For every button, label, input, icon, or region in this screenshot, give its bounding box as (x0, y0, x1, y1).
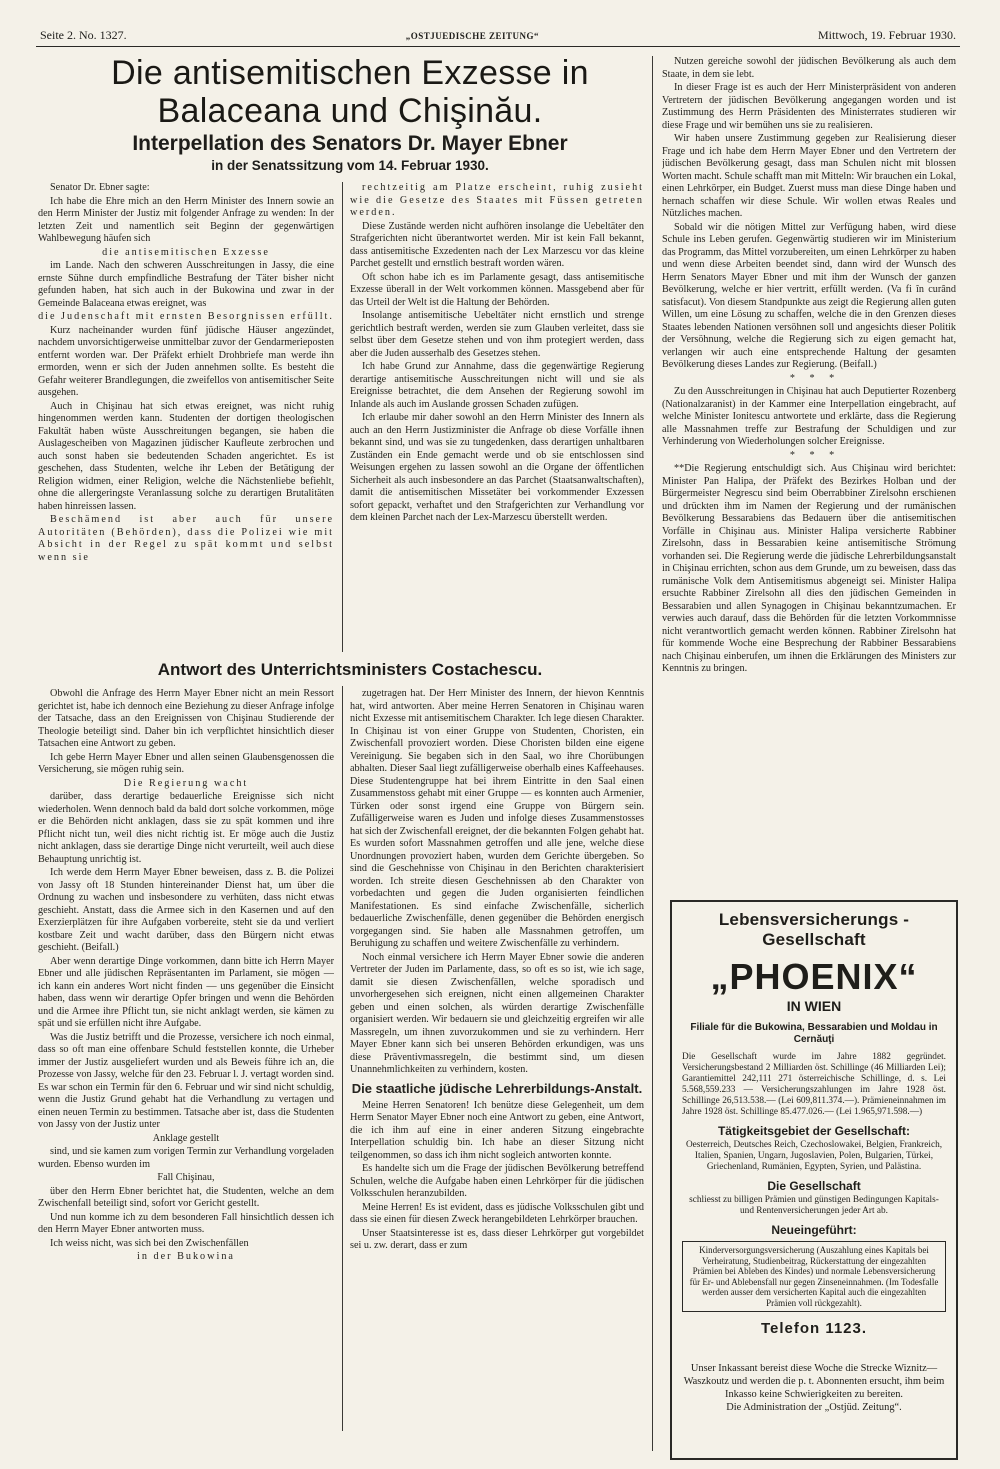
administration-notice (676, 1362, 952, 1414)
ad-section-heading: Tätigkeitsgebiet der Gesellschaft: (717, 1124, 911, 1138)
paragraph-emphasis: Die Regierung wacht (123, 777, 249, 789)
paragraph: Insolange antisemitische Uebeltäter nicht ernstlich und strenge gerichtlich bestraft werden, werden sie zum Glauben verleitet, dass sie selbst über dem Gesetze stehen und von ihm protegiert werden, dass aber die Juden ausserhalb des Gesetzes stehen. (350, 310, 644, 359)
paragraph: Beschämend ist aber auch für unsere Autoritäten (Behörden), dass die Polizei wie mit Absicht in der Regel zu spät kommt und selbst wenn sie (38, 514, 334, 563)
paragraph: Es handelte sich um die Frage der jüdischen Bevölkerung betreffend Schulen, welche die Aufgabe haben einen Lehrkörper für die jüdischen Volksschulen heranzubilden. (350, 1163, 644, 1199)
separator-stars: * * * (789, 449, 841, 461)
paragraph: In dieser Frage ist es auch der Herr Ministerpräsident von anderen Vertretern der jüdischen Bevölkerung angegangen worden und ist Zustimmung des Herrn Präsidenten des Ministerrates studieren wir diese Frage und wir bemühen uns sie zu realisieren. (662, 82, 956, 131)
paragraph: Auch in Chişinau hat sich etwas ereignet, was nicht ruhig hingenommen werden kann. Studenten der dortigen theologischen Fakultät haben wüste Ausschreitungen begangen, sie haben die Auslagescheiben von Magazinen jüdischer Kaufleute zerbrochen und auch sonst haben sie bedeutenden Schaden angerichtet. Es ist geschehen, dass Studenten, welche ihr Leben der Betätigung der Religion widmen, einer Religion, welche die Nächstenliebe befiehlt, ohne die allergeringste Veranlassung solche zu derartigen Brutalitäten haben hinreissen lassen. (38, 400, 334, 512)
notice-text: Unser Inkassant bereist diese Woche die Strecke Wiznitz—Waszkoutz und werden die p. t. Abonnenten ersucht, ihm beim Inkasso keine Schwierigkeiten zu bereiten. (683, 1363, 945, 1400)
newspaper-name: „OSTJUEDISCHE ZEITUNG“ (405, 31, 539, 41)
paragraph-emphasis: Anklage gestellt (152, 1132, 220, 1144)
column-rule-lower (342, 686, 343, 1431)
right-column (662, 56, 956, 886)
paragraph: Ich habe die Ehre mich an den Herrn Minister des Innern sowie an den Herrn Minister der Justiz mit folgender Anfrage zu wenden: In der letzten Zeit und namentlich seit Beginn der gegenwärtigen Wahlbewegung häufen sich (38, 195, 334, 244)
section-heading: Die staatliche jüdische Lehrerbildungs-Anstalt. (351, 1080, 643, 1096)
paragraph: sind, und sie kamen zum vorigen Termin zur Verhandlung vorgeladen wurden. Ebenso wurden im (38, 1146, 334, 1170)
paragraph: Senator Dr. Ebner sagte: (50, 182, 150, 193)
ad-section-heading: Neueingeführt: (771, 1223, 857, 1237)
paragraph: Ich erlaube mir daher sowohl an den Herrn Minister des Innern als auch an den Herrn Justizminister die Anfrage ob diese Vorfälle ihnen bekannt sind, und was sie zu tungedenken, dass derartigen unhaltbaren Zuständen ein Ende gemacht werde und ob sie entschlossen sind Weisungen ergehen zu lassen sowohl an die Organe der öffentlichen Sicherheit als auch insbesondere an das Parchet (Staatsanwaltschaften), damit die antisemitischen Missetäter bei vorkommender Exzessen sofort gepackt, verhaftet und den Strafgerichten zur Verhandlung vor dem kleinen Parchet nach der Lex-Marzescu überstellt werden. (350, 412, 644, 523)
paragraph: rechtzeitig am Platze erscheint, ruhig zusieht wie die Gesetze des Staates mit Füssen getreten werden. (350, 182, 644, 218)
page-header (40, 28, 956, 44)
paragraph: Aber wenn derartige Dinge vorkommen, dann bitte ich Herrn Mayer Ebner und alle jüdischen Repräsentanten im Parlament, sie mögen — ich kann ein anderes Wort nicht finden — uns gegenüber die Einsicht haben, dass wenn wir derartige Opfer bringen und wenn die Behörden und die Armee ihre Pflicht tun, sie nicht anklagt werden, sie kämen zu spät und sie erfüllen nicht ihre Aufgabe. (38, 955, 334, 1029)
paragraph: Ich gebe Herrn Mayer Ebner und allen seinen Glaubensgenossen die Versicherung, sie mögen ruhig sein. (38, 751, 334, 775)
interpellation-column-1 (38, 182, 334, 652)
ad-brand-name: „PHOENIX“ (710, 956, 918, 997)
paragraph: Zu den Ausschreitungen in Chişinau hat auch Deputierter Rozenberg (Nationalzaranist) in der Kammer eine Interpellation eingebracht, auf welche Minister Ionitescu antwortete und erklärte, dass die Regierung alle Massnahmen treffe zur Bestrafung der Schuldigen und zur Verhinderung von Wiederholungen solcher Ereignisse. (662, 386, 956, 447)
notice-signature: Die Administration der „Ostjüd. Zeitung“. (726, 1402, 902, 1413)
paragraph-emphasis: in der Bukowina (137, 1251, 235, 1262)
ad-telephone: Telefon 1123. (760, 1320, 868, 1337)
ad-city: IN WIEN (786, 998, 842, 1014)
answer-heading: Antwort des Unterrichtsministers Costachescu. (157, 660, 543, 679)
paragraph: Nutzen gereiche sowohl der jüdischen Bevölkerung als auch dem Staate, in dem sie lebt. (662, 56, 956, 80)
paragraph: Sobald wir die nötigen Mittel zur Verfügung haben, wird diese Schule ins Leben gerufen. Gegenwärtig studieren wir im Ministerium das Programm, das Mittel vorzubereiten, um einen Lehrkörper zu haben und wenn diese Arbeiten beendet sind, dann wird der Wunsch des Herrn Senators Mayer Ebner und mit ihm der Wunsch der ganzen Bevölkerung, welche er hier vertritt, erfüllt werden. (Va fi în curând satisfacut). Von diesem Standpunkte aus zeigt die Regierung allen guten Willen, um eine Lösung zu schaffen, welche die in den Grenzen dieses Staates lebenden Nationen versöhnen soll und angesichts dieser Politik der Versöhnung, welche die Regierung sich zu eigen gemacht hat, verlangen wir auch eine entsprechende Haltung der gesamten Bevölkerung dieses Landes zur Regierung. (Beifall.) (662, 221, 956, 370)
ad-top-line: Lebensversicherungs - Gesellschaft (718, 910, 910, 949)
paragraph: Ich weiss nicht, was sich bei den Zwischenfällen (50, 1237, 249, 1249)
ad-body-text: Die Gesellschaft wurde im Jahre 1882 gegründet. Versicherungsbestand 2 Milliarden öst. Schillinge (46 Milliarden Lei); Garantiemittel 242,111 271 österreichische Schillinge, d. s. Lei 5.568,559.233 — Versicherungszahlungen im Jahre 1928 öst. Schillinge 26,513.538.— (Lei 609,811.374.—). Prämieneinnahmen im Jahre 1928 öst. Schillinge 85.477.026.— (Lei 1.965,971.598.—) (682, 1052, 946, 1117)
paragraph: zugetragen hat. Der Herr Minister des Innern, der hievon Kenntnis hat, wird antworten. Aber meine Herren Senatoren in Chişinau waren nicht Exzesse mit antisemitischem Charakter. Ich lege diesen Charakter. In Chişinau ist von einer Gruppe von Studenten, Choristen, ein Zwischenfall provoziert worden. Diese Choristen bilden eine eigene Vereinigung. Sie begaben sich in den Saal, wo ihre Chorübungen abhalten. Dieser Saal liegt zufälligerweise oberhalb eines Kaffeehauses. Diese Studentengruppe hat bei ihrem Eintritte in den Saal einen Zusammenstoss gehabt mit einer Gruppe — es konnten auch Armenier, Türken oder sonst irgend eine Gruppe von Bürgern sein. Zufälligerweise waren es Juden und infolge dieses Zusammenstosses hat sich der Zwischenfall ereignet, der die bekannten Folgen gehabt hat. Es wurden sofort Massnahmen getroffen und alle jene, welche diese Unordnungen provoziert haben, wurden dem Gerichte übergeben. So sind die Geschehnisse von Chişinau in den Berichten charakterisiert worden. Ich streite diesen Geschehnissen ab den Charakter von vorbedachten und gegen die Juden organisierten feindlichen Manifestationen. Es sind einfache Zwischenfälle, sicherlich bedauerliche Zwischenfälle, denen gegenüber die Behörden energisch vorgegangen sind. Sie haben alle Massnahmen getroffen, um Beruhigung zu schaffen und weitere Zwischenfälle zu verhindern. (350, 688, 644, 949)
article-subtitle: Interpellation des Senators Dr. Mayer Ebner (132, 132, 568, 155)
paragraph: Ich werde dem Herrn Mayer Ebner beweisen, dass z. B. die Polizei von Jassy oft 18 Stunden hintereinander Dienst hat, um über die Ordnung zu wachen und insbesondere zu verhüten, dass nicht etwas geschieht. Anstatt, dass die Armee sich in den Kasernen und auf den Exerzierplätzen für ihre Aufgaben vorbereite, steht sie da und verliert kostbare Zeit und wacht darüber, dass den Bürgern nicht etwas geschieht. (Beifall.) (38, 867, 334, 953)
paragraph: im Lande. Nach den schweren Ausschreitungen in Jassy, die eine ernste Sühne durch empfindliche Bestrafung der Täter bisher nicht gefunden haben, hat sich auch in der Bukowina und zwar in der Gemeinde Balaceana etwas ereignet, was (38, 260, 334, 309)
paragraph: Ich habe Grund zur Annahme, dass die gegenwärtige Regierung derartige antisemitische Ausschreitungen nicht will und sie als Ereignisse betrachtet, die dem Ansehen der Regierung sowohl im Inlande als auch im Auslande grossen Schaden zufügen. (350, 361, 644, 410)
interpellation-column-2 (350, 182, 644, 652)
article-subtitle-date: in der Senatssitzung vom 14. Februar 1930. (211, 158, 489, 173)
paragraph: Obwohl die Anfrage des Herrn Mayer Ebner nicht an mein Ressort gerichtet ist, habe ich dennoch eine Beziehung zu dieser Anfrage infolge der Tatsache, dass an den Ereignissen von Chişinau Studierende der Theologie beteiligt sind. Daher bin ich verpflichtet hinsichtlich dieser Tatsachen eine Antwort zu geben. (38, 688, 334, 749)
article-title: Die antisemitischen Exzesse in Balaceana und Chişinău. (111, 54, 589, 130)
ad-section-heading: Die Gesellschaft (767, 1179, 861, 1193)
answer-column-1 (38, 688, 334, 1433)
paragraph: Meine Herren Senatoren! Ich benütze diese Gelegenheit, um dem Herrn Senator Mayer Ebner noch eine Antwort zu geben, eine Antwort, die ich ihm auf eine in einer anderen Sitzung eingebrachte Interpellation schuldig bin. Ich habe an dieser Sitzung nicht teilgenommen, so dass ich ihm nicht sogleich antworten konnte. (350, 1099, 644, 1161)
paragraph: Kurz nacheinander wurden fünf jüdische Häuser angezündet, nachdem unvorsichtigerweise unmittelbar zuvor der Gendarmerieposten entfernt worden war. Der Präfekt erhielt Drohbriefe man werde ihn ermorden, wenn er sich der Juden annehmen sollte. Es besteht die Gefahr weiterer Brandlegungen, die zweifellos von antisemitischer Seite ausgehen. (38, 324, 334, 398)
paragraph: Unser Staatsinteresse ist es, dass dieser Lehrkörper gut vorgebildet sei u. zw. derart, dass er zum (350, 1227, 644, 1251)
paragraph: darüber, dass derartige bedauerliche Ereignisse sich nicht wiederholen. Wenn dennoch bald da bald dort solche vorkommen, möge er die Behörden nicht anklagen, dass sie zu spät kommen und ihre Pflicht nicht tun, weil dies nicht richtig ist. Er möge auch die Justiz nicht anklagen, dass sie derartige Dinge nicht verurteilt, weil auch diese Behauptung unrichtig ist. (38, 791, 334, 865)
separator-stars: * * * (789, 372, 841, 384)
paragraph-emphasis: die antisemitischen Exzesse (102, 246, 270, 258)
answer-column-2 (350, 688, 644, 1433)
ad-new-product-box: Kinderversorgungsversicherung (Auszahlung eines Kapitals bei Verheiratung, Studienbeitrag, Rückerstattung der eingezahlten Prämien bei Ableben des Kindes) und normale Lebensversicherung für Er- und Ablebensfall nur gegen Zinseneinnahmen. (Im Todesfalle werden ausser dem versicherten Kapital auch die eingezahlten Prämien voll rückgezahlt). (682, 1241, 946, 1312)
paragraph: Diese Zustände werden nicht aufhören insolange die Uebeltäter den Strafgerichten nicht überantwortet werden. Mir ist kein Fall bekannt, dass antisemitische Exzedenten nach der Lex Marzescu vor das kleine Parchet gestellt und ernstlich bestraft worden wären. (350, 220, 644, 269)
ad-offer-text: schliesst zu billigen Prämien und günstigen Bedingungen Kapitals- und Rentenversicherungen jeder Art ab. (689, 1195, 939, 1216)
column-rule-upper (342, 182, 343, 652)
paragraph: **Die Regierung entschuldigt sich. Aus Chişinau wird berichtet: Minister Pan Halipa, der Präfekt des Bezirkes Holban und der Bürgermeister Negrescu sind beim Oberrabbiner Zirelsohn erschienen und drückten ihm im Namen der Regierung und der rumänischen Bevölkerung Bessarabiens das Bedauern über die antisemitischen Vorfälle in Chişinau aus. Minister Halipa versicherte Rabbiner Zirelsohn, dass in Bessarabien keine antisemitische Strömung vorhanden sei. Die Regierung werde die jüdische Lehrerbildungsanstalt in Chişinau errichten, schon aus dem Grunde, um zu beweisen, dass das rumänische Volk dem Antisemitismus abgeneigt sei. Minister Halipa ersuchte Rabbiner Zirelsohn all dies den jüdischen Gemeinden in Bessarabien und allen Synagogen in Chişinau bekanntzumachen. Er verwies auch darauf, dass die Behörden für die letzten Vorkommnisse nicht verantwortlich gemacht werden können. Rabbiner Zirelsohn hat für kommende Woche eine Besprechung der Rabbiner Bessarabiens nach Chişinau einberufen, um ihnen die Erklärungen des Ministers zur Kenntnis zu bringen. (662, 463, 956, 674)
paragraph: Oft schon habe ich es im Parlamente gesagt, dass antisemitische Exzesse überall in der Welt vorkommen können. Massgebend aber für das Urteil der Welt ist die Haltung der Behörden. (350, 271, 644, 308)
ad-branch-line: Filiale für die Bukowina, Bessarabien und Moldau in Cernăuţi (690, 1022, 938, 1045)
paragraph: Meine Herren! Es ist evident, dass es jüdische Volksschulen gibt und dass sie einen für diesen Zweck herangebildeten Lehrkörper brauchen. (350, 1201, 644, 1225)
header-rule (36, 46, 960, 47)
paragraph: Und nun komme ich zu dem besonderen Fall hinsichtlich dessen ich den Herrn Mayer Ebner antworten muss. (38, 1211, 334, 1235)
paragraph: Wir haben unsere Zustimmung gegeben zur Realisierung dieser Frage und ich habe dem Herrn Mayer Ebner und den Vertretern der jüdischen Bevölkerung gesagt, dass man Schulen nicht mit blossen Worten macht. Schule schafft man mit Mitteln: Wir brauchen ein Lokal, einen Lehrkörper, ein Budget. Zuerst muss man diese Dinge haben und hernach schaffen wir diese Schule. Wir wollen etwas Reales und Nützliches machen. (662, 133, 956, 219)
paragraph: Noch einmal versichere ich Herrn Mayer Ebner sowie die anderen Vertreter der Juden im Parlamente, dass, so oft es so ist, wie ich sage, damit sie diesen Zwischenfällen, welche sporadisch und unvorhergesehen sich ereignen, nicht einen allgemeinen Charakter geben und einen solchen, als würden derartige Zwischenfälle organisiert werden. Wir bedauern sie und gleichzeitig ergreifen wir alle Massregeln, um ihnen zuvorzukommen und sie zu verhindern. Herr Mayer Ebner kann sich bei unseren Behörden erkundigen, was uns diese Präventivmassregeln, die bestimmt sind, um diesen Unannehmlichkeiten zu verhindern, kosten. (350, 951, 644, 1075)
column-rule-right (652, 56, 653, 1451)
paragraph: Was die Justiz betrifft und die Prozesse, versichere ich noch einmal, dass so oft man eine offenbare Schuld feststellen konnte, die Urheber immer der Justiz ausgeliefert wurden und als Beweis führe ich an, die Prozesse von Jassy, welche für den 23. Februar l. J. vertagt worden sind. Es war schon ein Termin für den 6. Februar und wir sind nicht schuldig, wenn die Justiz Grund gehabt hat die Verhandlung zu vertagen und einen neuen Termin zu bestimmen. Tatsache aber ist, dass die Studenten von Jassy von der Justiz unter (38, 1031, 334, 1130)
page-number: Seite 2. No. 1327. (40, 28, 127, 42)
ad-countries: Oesterreich, Deutsches Reich, Czechoslowakei, Belgien, Frankreich, Italien, Spanien, Ungarn, Jugoslavien, Polen, Bulgarien, Türkei, Griechenland, Rumänien, Egypten, Syrien, und Palästina. (685, 1140, 943, 1172)
paragraph-emphasis: Fall Chişinau, (157, 1172, 215, 1183)
paragraph-emphasis: die Judenschaft mit ernsten Besorgnissen erfüllt. (38, 311, 334, 322)
paragraph: über den Herrn Ebner berichtet hat, die Studenten, welche an dem Zwischenfall beteiligt sind, sofort vor Gericht gestellt. (38, 1185, 334, 1209)
issue-date: Mittwoch, 19. Februar 1930. (818, 28, 956, 42)
